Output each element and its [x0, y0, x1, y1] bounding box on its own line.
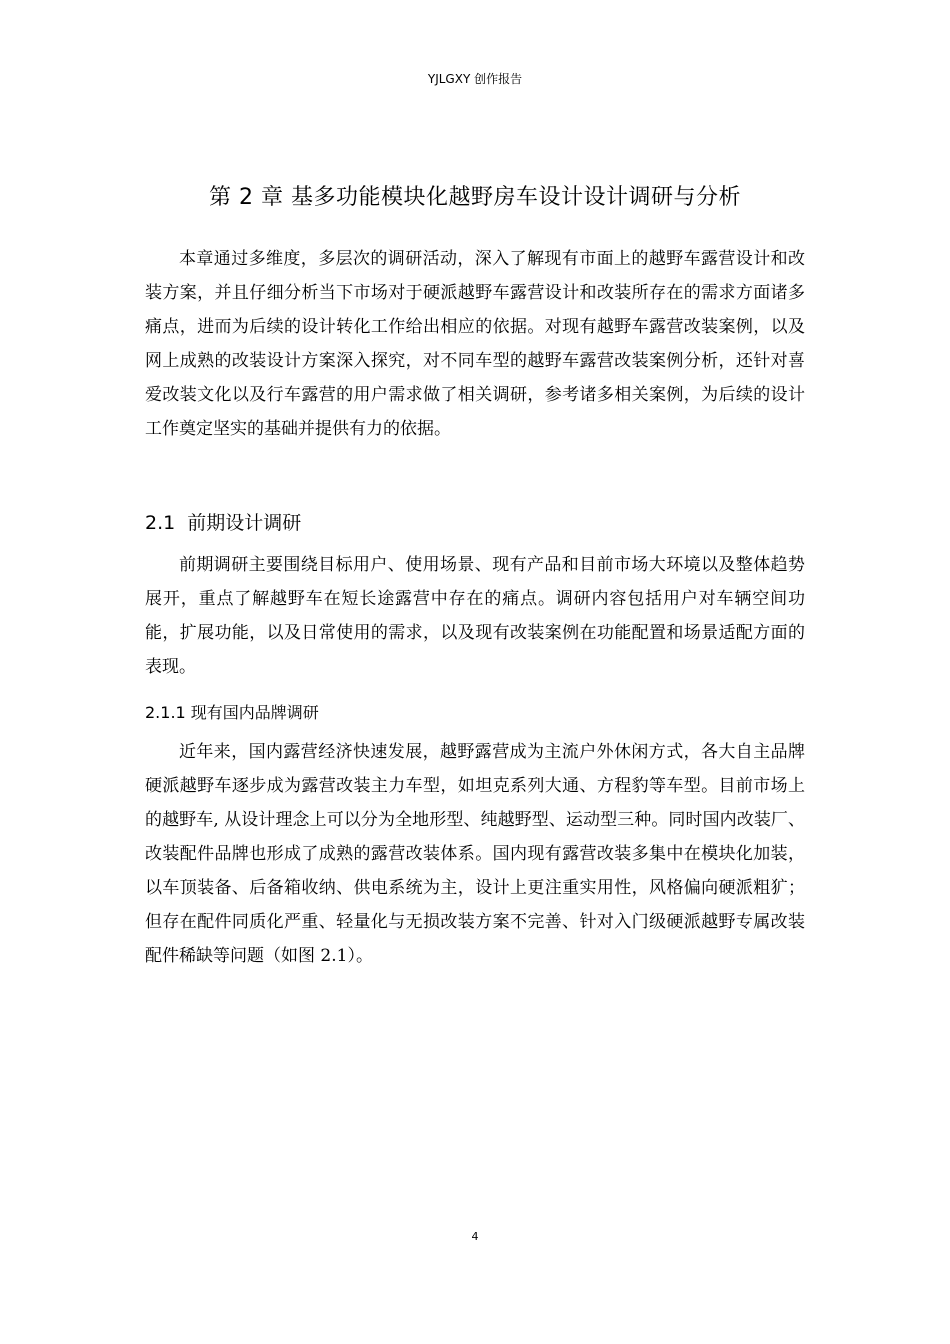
chapter-intro-paragraph: 本章通过多维度，多层次的调研活动，深入了解现有市面上的越野车露营设计和改装方案，并且仔细分析当下市场对于硬派越野车露营设计和改装所存在的需求方面诸多痛点，进而为后续的设计转化工作给出相应的依据。对现有越野车露营改装案例，以及网上成熟的改装设计方案深入探究，对不同车型的越野车露营改装案例分析，还针对喜爱改装文化以及行车露营的用户需求做了相关调研，参考诸多相关案例，为后续的设计工作奠定坚实的基础并提供有力的依据。 — [145, 249, 805, 439]
page-number: 4 — [471, 1230, 479, 1243]
chapter-title: 第 2 章 基多功能模块化越野房车设计设计调研与分析 — [209, 185, 741, 210]
section-2-1-paragraph: 前期调研主要围绕目标用户、使用场景、现有产品和目前市场大环境以及整体趋势展开，重点了解越野车在短长途露营中存在的痛点。调研内容包括用户对车辆空间功能，扩展功能，以及日常使用的需求，以及现有改装案例在功能配置和场景适配方面的表现。 — [145, 555, 805, 677]
section-heading-2-1 — [145, 508, 301, 535]
section-2-1-1-paragraph: 近年来，国内露营经济快速发展，越野露营成为主流户外休闲方式，各大自主品牌硬派越野车逐步成为露营改装主力车型，如坦克系列大通、方程豹等车型。目前市场上的越野车, 从设计理念上可以分为全地形型、纯越野型、运动型三种。同时国内改装厂、改装配件品牌也形成了成熟的露营改装体系。国内现有露营改装多集中在模块化加装，以车顶装备、后备箱收纳、供电系统为主，设计上更注重实用性，风格偏向硬派粗犷；但存在配件同质化严重、轻量化与无损改装方案不完善、针对入门级硬派越野专属改装配件稀缺等问题（如图 2.1）。 — [145, 742, 805, 966]
subsection-heading-2-1-1: 2.1.1 现有国内品牌调研 — [145, 703, 319, 722]
page-header: YJLGXY 创作报告 — [427, 72, 523, 86]
section-number: 2.1 — [145, 512, 176, 534]
section-title: 前期设计调研 — [187, 512, 302, 534]
